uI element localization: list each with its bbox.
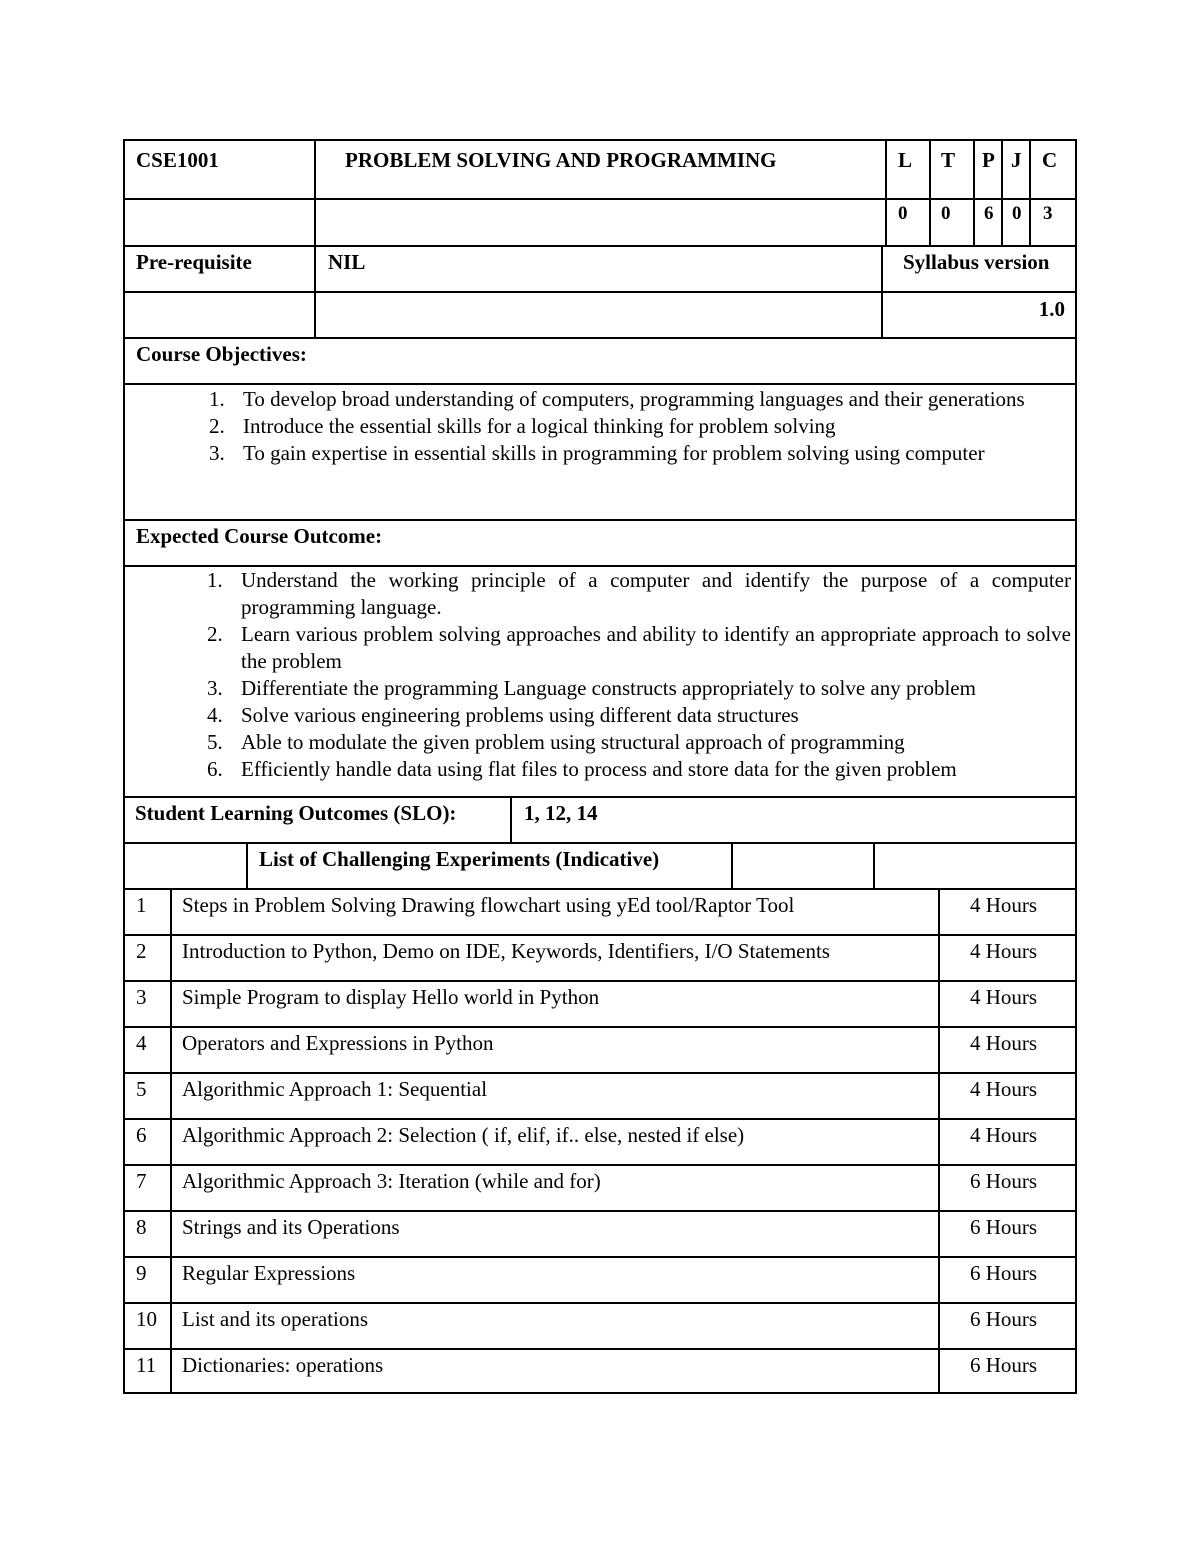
outcomes-heading: Expected Course Outcome:	[136, 524, 383, 548]
outcomes-list-row	[123, 565, 1077, 796]
experiment-topic: Dictionaries: operations	[182, 1353, 384, 1377]
experiment-number: 3	[136, 985, 147, 1009]
table-row	[123, 1026, 1077, 1072]
slo-label: Student Learning Outcomes (SLO):	[135, 801, 457, 825]
experiment-number: 2	[136, 939, 147, 963]
experiment-number: 8	[136, 1215, 147, 1239]
list-item: 1. To develop broad understanding of computers, programming languages and their generations	[209, 387, 1025, 411]
table-row	[123, 1118, 1077, 1164]
list-item: 6. Efficiently handle data using flat files to process and store data for the given problem	[207, 757, 957, 781]
experiment-number: 11	[136, 1353, 157, 1377]
table-row	[123, 1302, 1077, 1348]
prerequisite-value: NIL	[328, 250, 366, 274]
experiment-hours: 4 Hours	[970, 1123, 1038, 1147]
list-item: 5. Able to modulate the given problem using structural approach of programming	[207, 730, 905, 754]
list-item: 4. Solve various engineering problems using different data structures	[207, 703, 799, 727]
ltpjc-value-t: 0	[941, 203, 951, 224]
experiment-topic: Steps in Problem Solving Drawing flowchart using yEd tool/Raptor Tool	[182, 893, 795, 917]
slo-value: 1, 12, 14	[524, 801, 598, 825]
header-row	[123, 139, 1077, 198]
experiment-hours: 6 Hours	[970, 1169, 1038, 1193]
ltpjc-value-c: 3	[1043, 203, 1053, 224]
experiment-topic: Algorithmic Approach 2: Selection ( if, elif, if.. else, nested if else)	[182, 1123, 745, 1147]
experiment-hours: 4 Hours	[970, 893, 1038, 917]
list-item: 1. Understand the working principle of a computer and identify the purpose of a computer programming language.	[207, 568, 1071, 619]
ltpjc-header-l: L	[898, 148, 913, 172]
table-row	[123, 1164, 1077, 1210]
table-row	[123, 1256, 1077, 1302]
table-row	[123, 888, 1077, 934]
experiment-hours: 6 Hours	[970, 1261, 1038, 1285]
course-code: CSE1001	[136, 148, 219, 172]
experiment-number: 7	[136, 1169, 147, 1193]
experiment-hours: 4 Hours	[970, 1077, 1038, 1101]
ltpjc-value-l: 0	[898, 203, 908, 224]
experiment-topic: List and its operations	[182, 1307, 369, 1331]
experiment-number: 5	[136, 1077, 147, 1101]
ltpjc-header-t: T	[941, 148, 956, 172]
ltpjc-header-j: J	[1011, 148, 1022, 172]
experiment-topic: Algorithmic Approach 1: Sequential	[182, 1077, 488, 1101]
objectives-heading: Course Objectives:	[136, 342, 307, 366]
experiment-topic: Strings and its Operations	[182, 1215, 400, 1239]
objectives-list	[209, 386, 1067, 467]
experiment-topic: Algorithmic Approach 3: Iteration (while and for)	[182, 1169, 601, 1193]
ltpjc-header-p: P	[982, 148, 995, 172]
experiment-number: 9	[136, 1261, 147, 1285]
syllabus-version-row	[123, 291, 1077, 337]
experiment-hours: 4 Hours	[970, 1031, 1038, 1055]
list-item: 2. Introduce the essential skills for a logical thinking for problem solving	[209, 414, 836, 438]
syllabus-version-label: Syllabus version	[903, 250, 1050, 274]
ltpjc-header-c: C	[1042, 148, 1058, 172]
experiment-hours: 6 Hours	[970, 1215, 1038, 1239]
experiment-topic: Operators and Expressions in Python	[182, 1031, 494, 1055]
ltpjc-values-row	[123, 198, 1077, 245]
experiment-number: 10	[136, 1307, 157, 1331]
table-row	[123, 1210, 1077, 1256]
experiment-topic: Introduction to Python, Demo on IDE, Keywords, Identifiers, I/O Statements	[182, 939, 830, 963]
outcomes-heading-row	[123, 519, 1077, 565]
ltpjc-value-p: 6	[984, 203, 994, 224]
experiment-topic: Regular Expressions	[182, 1261, 356, 1285]
objectives-list-row	[123, 383, 1077, 519]
table-row	[123, 980, 1077, 1026]
experiment-number: 6	[136, 1123, 147, 1147]
course-title: PROBLEM SOLVING AND PROGRAMMING	[345, 148, 777, 172]
prerequisite-row	[123, 245, 1077, 291]
syllabus-table	[123, 139, 1077, 1393]
objectives-heading-row	[123, 337, 1077, 383]
ltpjc-value-j: 0	[1012, 203, 1022, 224]
list-item: 3. To gain expertise in essential skills in programming for problem solving using computer	[209, 441, 985, 465]
prerequisite-label: Pre-requisite	[136, 250, 252, 274]
table-row	[123, 934, 1077, 980]
list-item: 3. Differentiate the programming Language constructs appropriately to solve any problem	[207, 676, 976, 700]
experiment-hours: 6 Hours	[970, 1353, 1038, 1377]
experiment-hours: 4 Hours	[970, 939, 1038, 963]
experiment-hours: 4 Hours	[970, 985, 1038, 1009]
experiment-number: 4	[136, 1031, 147, 1055]
slo-row	[123, 796, 1077, 842]
experiment-hours: 6 Hours	[970, 1307, 1038, 1331]
table-row	[123, 1348, 1077, 1394]
experiment-topic: Simple Program to display Hello world in Python	[182, 985, 600, 1009]
syllabus-version-value: 1.0	[1038, 297, 1065, 321]
experiments-heading: List of Challenging Experiments (Indicative)	[259, 847, 660, 871]
experiment-number: 1	[136, 893, 147, 917]
list-item: 2. Learn various problem solving approaches and ability to identify an appropriate approach to solve the problem	[207, 622, 1071, 673]
table-row	[123, 1072, 1077, 1118]
outcomes-list	[207, 567, 1071, 783]
experiments-heading-row	[123, 842, 1077, 888]
